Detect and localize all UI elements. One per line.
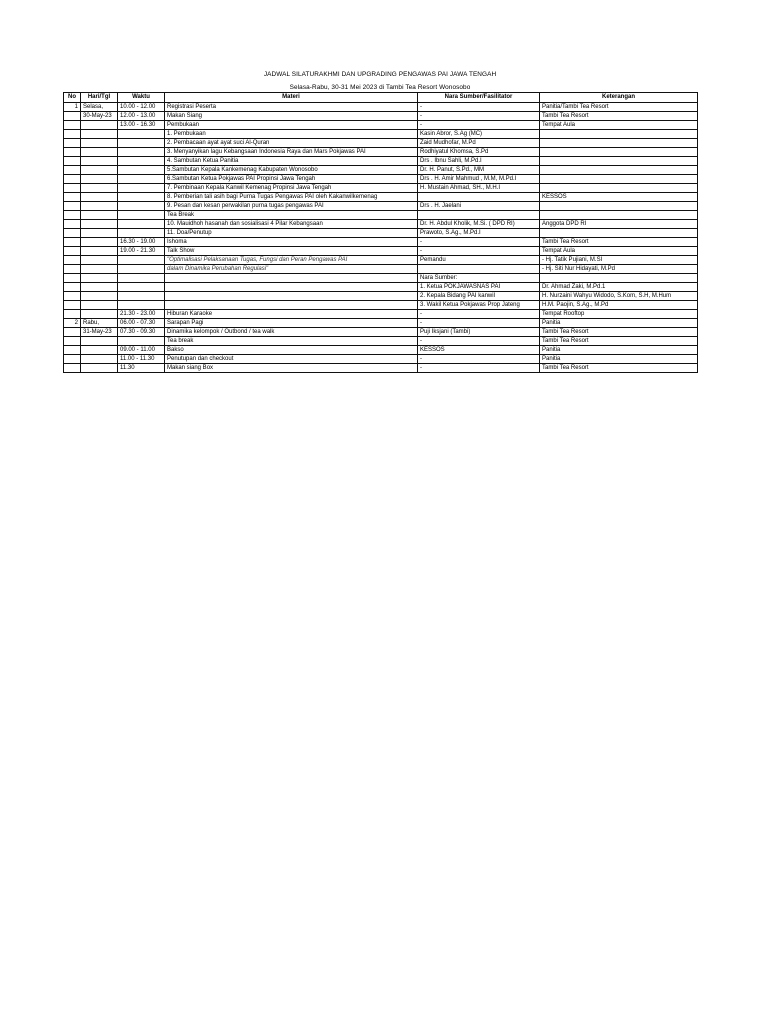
cell-material: Tea Break bbox=[165, 210, 418, 219]
table-row bbox=[64, 129, 698, 138]
cell-time bbox=[118, 255, 165, 264]
cell-speaker bbox=[418, 210, 540, 219]
cell-notes bbox=[540, 129, 698, 138]
table-row bbox=[64, 309, 698, 318]
cell-day-date bbox=[81, 228, 118, 237]
cell-material: 7. Pembinaan Kepala Kanwil Kemenag Propinsi Jawa Tengah bbox=[165, 183, 418, 192]
cell-time: 21.30 - 23.00 bbox=[118, 309, 165, 318]
cell-time bbox=[118, 192, 165, 201]
cell-speaker: Rodhiyatul Khomsa, S.Pd bbox=[418, 147, 540, 156]
table-row bbox=[64, 255, 698, 264]
cell-no bbox=[64, 201, 81, 210]
cell-time: 07.30 - 09.30 bbox=[118, 327, 165, 336]
cell-material: 11. Doa/Penutup bbox=[165, 228, 418, 237]
cell-day-date bbox=[81, 336, 118, 345]
cell-notes: Dr. Ahmad Zaki, M.Pd.1 bbox=[540, 282, 698, 291]
cell-notes bbox=[540, 273, 698, 282]
cell-no bbox=[64, 138, 81, 147]
cell-speaker: Drs . H. Jaelani bbox=[418, 201, 540, 210]
table-row bbox=[64, 111, 698, 120]
cell-notes: Tambi Tea Resort bbox=[540, 111, 698, 120]
cell-time bbox=[118, 264, 165, 273]
cell-time bbox=[118, 300, 165, 309]
cell-day-date bbox=[81, 291, 118, 300]
cell-day-date bbox=[81, 363, 118, 372]
cell-material: 1. Pembukaan bbox=[165, 129, 418, 138]
cell-no bbox=[64, 111, 81, 120]
table-row bbox=[64, 273, 698, 282]
cell-speaker: - bbox=[418, 246, 540, 255]
table-row bbox=[64, 174, 698, 183]
cell-material bbox=[165, 282, 418, 291]
cell-day-date bbox=[81, 219, 118, 228]
cell-time bbox=[118, 138, 165, 147]
cell-speaker: Zaid Mudhofar, M.Pd bbox=[418, 138, 540, 147]
cell-day-date bbox=[81, 165, 118, 174]
cell-time bbox=[118, 183, 165, 192]
cell-speaker: Prawoto, S.Ag., M.Pd.I bbox=[418, 228, 540, 237]
cell-notes bbox=[540, 210, 698, 219]
cell-time bbox=[118, 219, 165, 228]
cell-no bbox=[64, 237, 81, 246]
cell-day-date bbox=[81, 210, 118, 219]
column-header-speaker: Nara Sumber/Fasilitator bbox=[418, 93, 540, 103]
table-row bbox=[64, 336, 698, 345]
cell-no bbox=[64, 282, 81, 291]
table-row bbox=[64, 282, 698, 291]
cell-notes bbox=[540, 165, 698, 174]
table-row bbox=[64, 318, 698, 327]
cell-time bbox=[118, 336, 165, 345]
cell-no bbox=[64, 210, 81, 219]
cell-no: 2 bbox=[64, 318, 81, 327]
cell-notes: H. Nurzaini Wahyu Widodo, S.Kom, S.H, M.Hum bbox=[540, 291, 698, 300]
cell-no bbox=[64, 300, 81, 309]
cell-day-date: 31-May-23 bbox=[81, 327, 118, 336]
cell-day-date: 30-May-23 bbox=[81, 111, 118, 120]
cell-material: 4. Sambutan Ketua Panitia bbox=[165, 156, 418, 165]
cell-day-date bbox=[81, 300, 118, 309]
cell-day-date bbox=[81, 201, 118, 210]
table-row bbox=[64, 201, 698, 210]
cell-speaker: H. Mustain Ahmad, SH., M.H.I bbox=[418, 183, 540, 192]
cell-no bbox=[64, 165, 81, 174]
cell-notes: Tempat Aula bbox=[540, 246, 698, 255]
cell-time bbox=[118, 291, 165, 300]
cell-no bbox=[64, 219, 81, 228]
table-row bbox=[64, 345, 698, 354]
table-row bbox=[64, 219, 698, 228]
cell-no bbox=[64, 273, 81, 282]
cell-day-date bbox=[81, 354, 118, 363]
cell-day-date bbox=[81, 264, 118, 273]
cell-material: dalam Dinamika Perubahan Regulasi" bbox=[165, 264, 418, 273]
cell-speaker: Pemandu bbox=[418, 255, 540, 264]
table-row bbox=[64, 192, 698, 201]
cell-time: 13.00 - 16.30 bbox=[118, 120, 165, 129]
cell-notes: Tambi Tea Resort bbox=[540, 237, 698, 246]
cell-speaker: - bbox=[418, 318, 540, 327]
table-header-row bbox=[64, 93, 698, 103]
table-row bbox=[64, 147, 698, 156]
table-row bbox=[64, 138, 698, 147]
cell-notes: Tempat Rooftop bbox=[540, 309, 698, 318]
column-header-material: Materi bbox=[165, 93, 418, 103]
cell-day-date bbox=[81, 192, 118, 201]
cell-day-date bbox=[81, 183, 118, 192]
cell-time: 19.00 - 21.30 bbox=[118, 246, 165, 255]
cell-no bbox=[64, 156, 81, 165]
cell-no bbox=[64, 345, 81, 354]
cell-time bbox=[118, 273, 165, 282]
cell-notes: Tambi Tea Resort bbox=[540, 327, 698, 336]
cell-speaker: - bbox=[418, 111, 540, 120]
table-row bbox=[64, 300, 698, 309]
cell-material bbox=[165, 291, 418, 300]
cell-day-date bbox=[81, 138, 118, 147]
cell-time bbox=[118, 129, 165, 138]
cell-time: 12.00 - 13.00 bbox=[118, 111, 165, 120]
cell-speaker: Dr. H. Abdul Kholik, M.Si. ( DPD RI) bbox=[418, 219, 540, 228]
cell-time bbox=[118, 174, 165, 183]
cell-no bbox=[64, 336, 81, 345]
cell-notes: Anggota DPD RI bbox=[540, 219, 698, 228]
cell-day-date bbox=[81, 345, 118, 354]
cell-material: Hiburan Karaoke bbox=[165, 309, 418, 318]
cell-notes: Panitia bbox=[540, 354, 698, 363]
cell-notes bbox=[540, 156, 698, 165]
cell-notes bbox=[540, 147, 698, 156]
schedule-table bbox=[63, 92, 698, 373]
cell-speaker: 2. Kepala Bidang PAI kanwil bbox=[418, 291, 540, 300]
cell-material: 10. Mauidhoh hasanah dan sosialisasi 4 Pilar Kebangsaan bbox=[165, 219, 418, 228]
cell-time: 16.30 - 19.00 bbox=[118, 237, 165, 246]
cell-day-date: Rabu, bbox=[81, 318, 118, 327]
cell-material: Makan siang Box bbox=[165, 363, 418, 372]
cell-day-date bbox=[81, 120, 118, 129]
cell-material: 6.Sambutan Ketua Pokjawas PAI Propinsi Jawa Tengah bbox=[165, 174, 418, 183]
cell-day-date bbox=[81, 237, 118, 246]
cell-time bbox=[118, 201, 165, 210]
cell-speaker: Nara Sumber: bbox=[418, 273, 540, 282]
cell-material: Pembukaan bbox=[165, 120, 418, 129]
cell-time: 09.00 - 11.00 bbox=[118, 345, 165, 354]
cell-speaker: Drs . Ibnu Sahli, M.Pd.I bbox=[418, 156, 540, 165]
cell-time: 10.00 - 12.00 bbox=[118, 102, 165, 111]
cell-material: "Optimalisasi Pelaksanaan Tugas, Fungsi dan Peran Pengawas PAI bbox=[165, 255, 418, 264]
cell-material: Ishoma bbox=[165, 237, 418, 246]
cell-notes bbox=[540, 228, 698, 237]
cell-notes bbox=[540, 174, 698, 183]
cell-no bbox=[64, 228, 81, 237]
cell-speaker: - bbox=[418, 237, 540, 246]
cell-material: Sarapan Pagi bbox=[165, 318, 418, 327]
cell-notes: H.M. Paojin, S.Ag., M.Pd bbox=[540, 300, 698, 309]
cell-time bbox=[118, 147, 165, 156]
table-row bbox=[64, 102, 698, 111]
cell-material: Tea break bbox=[165, 336, 418, 345]
cell-day-date bbox=[81, 255, 118, 264]
cell-no bbox=[64, 120, 81, 129]
cell-speaker: Puji Iksjani (Tambi) bbox=[418, 327, 540, 336]
cell-time: 06.00 - 07.30 bbox=[118, 318, 165, 327]
table-row bbox=[64, 165, 698, 174]
cell-day-date bbox=[81, 129, 118, 138]
cell-speaker: 3. Wakil Ketua Pokjawas Prop Jateng bbox=[418, 300, 540, 309]
cell-no bbox=[64, 129, 81, 138]
cell-no bbox=[64, 327, 81, 336]
table-row bbox=[64, 327, 698, 336]
cell-day-date bbox=[81, 282, 118, 291]
cell-time bbox=[118, 156, 165, 165]
cell-time: 11.30 bbox=[118, 363, 165, 372]
cell-material: 8. Pemberian tali asih bagi Purna Tugas Pengawas PAI oleh Kakanwilkemenag bbox=[165, 192, 418, 201]
cell-no bbox=[64, 183, 81, 192]
cell-notes bbox=[540, 201, 698, 210]
cell-no bbox=[64, 174, 81, 183]
cell-material: 9. Pesan dan kesan perwakilan purna tugas pengawas PAI bbox=[165, 201, 418, 210]
cell-material: Talk Show bbox=[165, 246, 418, 255]
cell-speaker: - bbox=[418, 309, 540, 318]
cell-time bbox=[118, 165, 165, 174]
cell-no bbox=[64, 192, 81, 201]
cell-notes: Tambi Tea Resort bbox=[540, 336, 698, 345]
document-subtitle: Selasa-Rabu, 30-31 Mei 2023 di Tambi Tea Resort Wonosobo bbox=[289, 84, 471, 91]
cell-notes: - Hj. Siti Nur Hidayati, M.Pd bbox=[540, 264, 698, 273]
cell-no: 1 bbox=[64, 102, 81, 111]
table-row bbox=[64, 228, 698, 237]
cell-material: 2. Pembacaan ayat ayat suci Al-Quran bbox=[165, 138, 418, 147]
cell-speaker: - bbox=[418, 354, 540, 363]
cell-notes: - Hj. Tatik Pujiani, M.SI bbox=[540, 255, 698, 264]
cell-time bbox=[118, 210, 165, 219]
document-title: JADWAL SILATURAKHMI DAN UPGRADING PENGAWAS PAI JAWA TENGAH bbox=[263, 71, 497, 78]
column-header-day-date: Hari/Tgl bbox=[81, 93, 118, 103]
table-row bbox=[64, 156, 698, 165]
cell-speaker: Dr. H. Panut, S.Pd., MM bbox=[418, 165, 540, 174]
cell-speaker bbox=[418, 192, 540, 201]
cell-notes bbox=[540, 183, 698, 192]
cell-material bbox=[165, 273, 418, 282]
cell-no bbox=[64, 291, 81, 300]
cell-no bbox=[64, 309, 81, 318]
cell-day-date bbox=[81, 309, 118, 318]
cell-no bbox=[64, 264, 81, 273]
table-row bbox=[64, 183, 698, 192]
cell-notes: Tempat Aula bbox=[540, 120, 698, 129]
column-header-time: Waktu bbox=[118, 93, 165, 103]
cell-speaker: - bbox=[418, 336, 540, 345]
table-row bbox=[64, 246, 698, 255]
cell-speaker: KESSOS bbox=[418, 345, 540, 354]
cell-day-date bbox=[81, 147, 118, 156]
table-row bbox=[64, 354, 698, 363]
column-header-no: No bbox=[64, 93, 81, 103]
cell-notes bbox=[540, 138, 698, 147]
cell-no bbox=[64, 354, 81, 363]
cell-notes: KESSOS bbox=[540, 192, 698, 201]
cell-material: Penutupan dan checkout bbox=[165, 354, 418, 363]
cell-notes: Panitia/Tambi Tea Resort bbox=[540, 102, 698, 111]
cell-speaker: - bbox=[418, 363, 540, 372]
cell-time bbox=[118, 228, 165, 237]
cell-notes: Panitia bbox=[540, 345, 698, 354]
cell-no bbox=[64, 246, 81, 255]
cell-day-date: Selasa, bbox=[81, 102, 118, 111]
cell-material: Registrasi Peserta bbox=[165, 102, 418, 111]
cell-material: 3. Menyanyikan lagu Kebangsaan Indonesia Raya dan Mars Pokjawas PAI bbox=[165, 147, 418, 156]
cell-no bbox=[64, 255, 81, 264]
table-row bbox=[64, 363, 698, 372]
cell-day-date bbox=[81, 273, 118, 282]
cell-no bbox=[64, 147, 81, 156]
cell-notes: Panitia bbox=[540, 318, 698, 327]
cell-day-date bbox=[81, 174, 118, 183]
cell-time bbox=[118, 282, 165, 291]
cell-day-date bbox=[81, 156, 118, 165]
cell-speaker: Kasin Abror, S.Ag (MC) bbox=[418, 129, 540, 138]
table-row bbox=[64, 264, 698, 273]
cell-speaker: 1. Ketua POKJAWASNAS PAI bbox=[418, 282, 540, 291]
cell-day-date bbox=[81, 246, 118, 255]
cell-material: Makan Siang bbox=[165, 111, 418, 120]
table-row bbox=[64, 237, 698, 246]
cell-notes: Tambi Tea Resort bbox=[540, 363, 698, 372]
cell-speaker: - bbox=[418, 120, 540, 129]
cell-material: Dinamika kelompok / Outbond / tea walk bbox=[165, 327, 418, 336]
table-row bbox=[64, 291, 698, 300]
cell-time: 11.00 - 11.30 bbox=[118, 354, 165, 363]
cell-speaker: Drs . H. Amir Mahmud , M.M, M.Pd.I bbox=[418, 174, 540, 183]
cell-speaker bbox=[418, 264, 540, 273]
column-header-notes: Keterangan bbox=[540, 93, 698, 103]
cell-material: 5.Sambutan Kepala Kankemenag Kabupaten Wonosobo bbox=[165, 165, 418, 174]
table-row bbox=[64, 120, 698, 129]
cell-material: Bakso bbox=[165, 345, 418, 354]
cell-material bbox=[165, 300, 418, 309]
cell-speaker: - bbox=[418, 102, 540, 111]
cell-no bbox=[64, 363, 81, 372]
table-row bbox=[64, 210, 698, 219]
